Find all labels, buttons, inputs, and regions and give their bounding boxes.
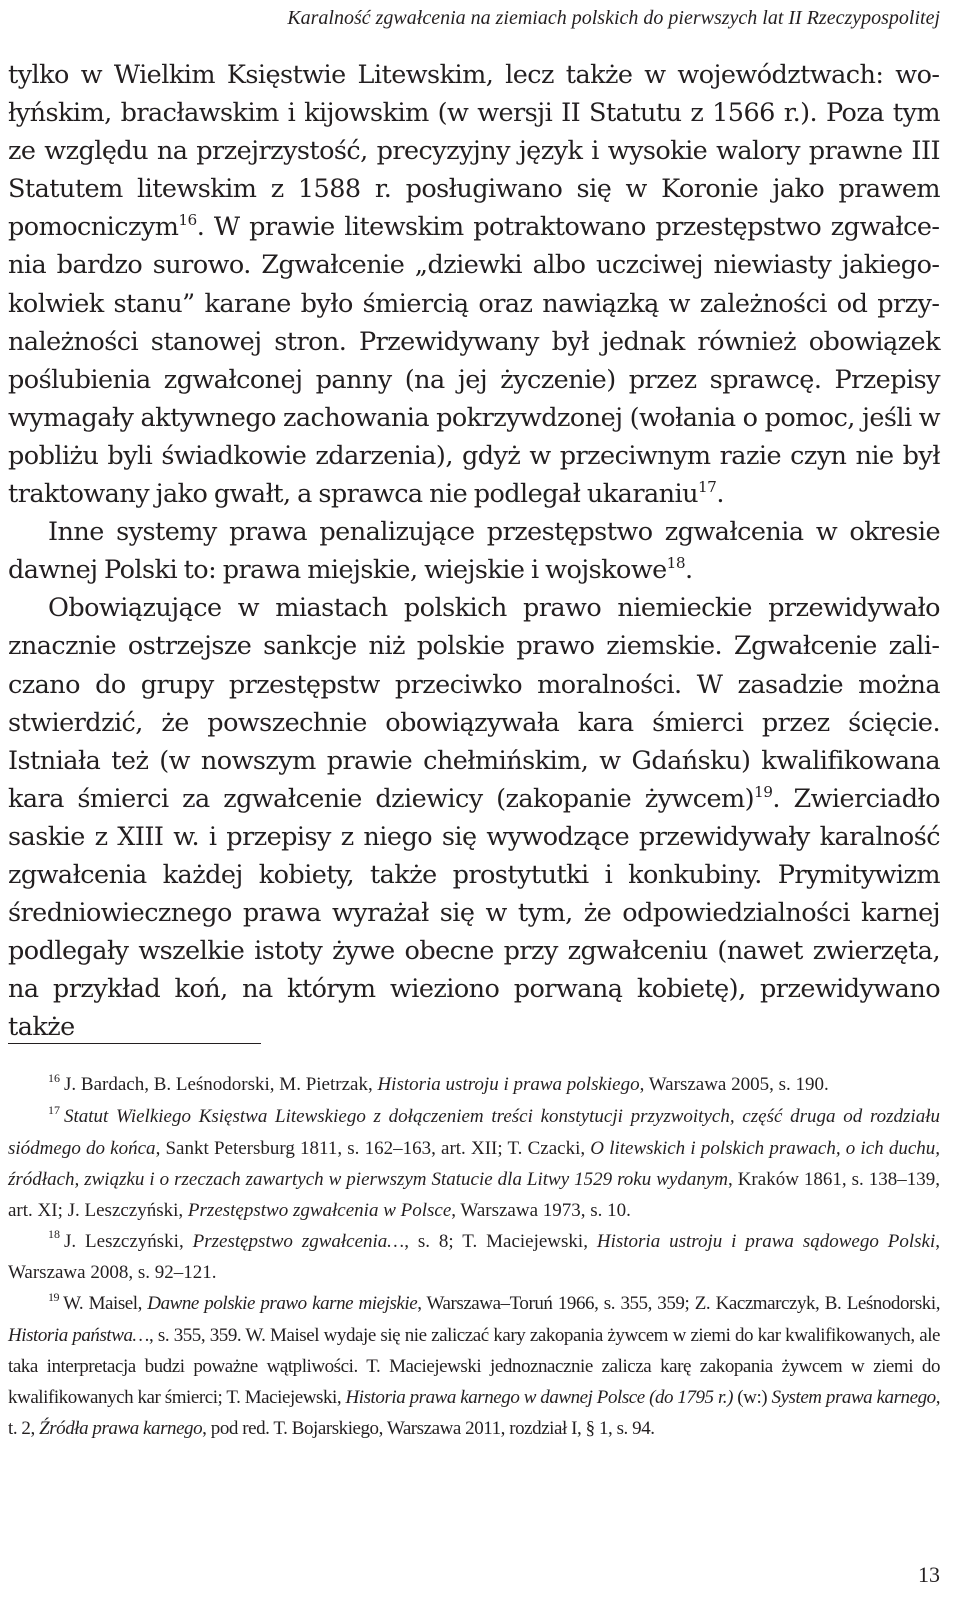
footnote-19-text-4: (w:) [732, 1387, 772, 1409]
running-head: Karalność zgwałcenia na ziemiach polskich do pierwszych lat II Rzeczypospolitej [287, 7, 940, 29]
footnote-19-text-2: , Warszawa–Toruń 1966, s. 355, 359; Z. Kaczmarczyk, B. Leśnodorski, [417, 1293, 940, 1315]
footnote-number-16: 16 [48, 1070, 60, 1085]
footnote-17-title-1: Statut Wielkiego Księstwa Litewskiego z dołączeniem treści konstytucji przyzwoitych, część druga od rozdziału siódmego do końca [8, 1105, 940, 1159]
footnote-17-title-2: O litewskich i polskich prawach, o ich duchu, źródłach, związku i o rzeczach zawartych w pierwszym Statucie dla Litwy 1529 roku wydanym [8, 1137, 940, 1190]
footnote-separator [8, 1043, 261, 1044]
paragraph-2-text-a: Inne systemy prawa penalizujące przestępstwo zgwałcenia w okresie dawnej Polski to: prawa miejskie, wiejskie i wojskowe [8, 517, 940, 586]
footnote-19-text-5: , t. 2, [8, 1387, 940, 1439]
footnote-17-text-1: , Sankt Petersburg 1811, s. 162–163, art. XII; T. Czacki, [155, 1137, 591, 1159]
footnote-ref-17[interactable]: 17 [697, 478, 717, 497]
footnote-ref-16[interactable]: 16 [178, 211, 197, 230]
footnote-number-17: 17 [48, 1102, 60, 1117]
footnote-19-title-3: Historia prawa karnego w dawnej Polsce (do 1795 r.) [345, 1387, 733, 1409]
footnote-16 [8, 1070, 940, 1102]
footnote-16-text: J. Bardach, B. Leśnodorski, M. Pietrzak, [64, 1074, 378, 1095]
footnote-18-text-1: J. Leszczyński, [64, 1230, 193, 1252]
paragraph-1 [8, 56, 940, 513]
footnote-ref-19[interactable]: 19 [754, 782, 773, 801]
footnote-number-18: 18 [48, 1227, 60, 1242]
paragraph-1-text-c: . [716, 479, 724, 510]
footnote-18-text-3: , Warszawa 2008, s. 92–121. [8, 1230, 940, 1284]
footnote-17-text-3: , Warszawa 1973, s. 10. [451, 1199, 631, 1221]
page-number: 13 [918, 1562, 940, 1587]
paragraph-3-text-b: . Zwierciadło saskie z XIII w. i przepisy z niego się wywodzące przewidywały karalność zgwałcenia każdej kobiety, także prostytutki i konkubiny. Prymitywizm średniowiecznego prawa wyrażał się w tym, że odpowiedzialności karnej podlegały wszelkie istoty żywe obecne przy zgwałceniu (nawet zwierzęta, na przykład koń, na którym wieziono porwaną kobietę), przewidywano także [8, 783, 940, 1043]
footnotes [8, 1070, 940, 1445]
paragraph-3-text-a: Obowiązujące w miastach polskich prawo niemieckie przewidywało znacznie ostrzejsze sankcje niż polskie prawo ziemskie. Zgwałcenie zaliczano do grupy przestępstw przeciwko moralności. W zasadzie można stwierdzić, że powszechnie obowiązywała kara śmierci przez ścięcie. Istniała też (w nowszym prawie chełmińskim, w Gdańsku) kwalifikowana kara śmierci za zgwałcenie dziewicy (zakopanie żywcem) [8, 593, 940, 814]
footnote-19-title-4: System prawa karnego [771, 1387, 936, 1409]
footnote-ref-18[interactable]: 18 [666, 554, 686, 573]
footnote-19-text-6: , pod red. T. Bojarskiego, Warszawa 2011, rozdział I, § 1, s. 94. [202, 1417, 655, 1439]
footnote-19-text-3: , s. 355, 359. W. Maisel wydaje się nie zaliczać kary zakopania żywcem w ziemi do kar kwalifikowanych, ale taka interpretacja budzi poważne wątpliwości. T. Maciejewski jednoznacznie zalicza karę zakopania żywcem w ziemi do kwalifikowanych kar śmierci; T. Maciejewski, [8, 1325, 941, 1409]
footnote-18 [8, 1227, 940, 1290]
footnote-19-text-1: W. Maisel, [63, 1293, 148, 1315]
footnote-17-title-3: Przestępstwo zgwałcenia w Polsce [187, 1199, 452, 1221]
footnote-16-title: Historia ustroju i prawa polskiego [377, 1074, 640, 1095]
main-text [8, 56, 940, 1046]
footnote-number-19: 19 [48, 1289, 60, 1304]
document-page [8, 0, 940, 1597]
paragraph-2 [8, 513, 940, 589]
footnote-19 [8, 1289, 940, 1445]
footnote-19-title-5: Źródła prawa karnego [39, 1417, 203, 1439]
paragraph-1-text-a: tylko w Wielkim Księstwie Litewskim, lecz także w województwach: wołyńskim, bracławskim i kijowskim (w wersji II Statutu z 1566 r.). Poza tym ze względu na przejrzystość, precyzyjny język i wysokie walory prawne III Statutem litewskim z 1588 r. posługiwano się w Koronie jako prawem pomocniczym [8, 60, 940, 243]
footnote-18-text-2: , s. 8; T. Maciejewski, [404, 1230, 597, 1252]
footnote-18-title-1: Przestępstwo zgwałcenia… [192, 1230, 405, 1252]
footnote-17 [8, 1102, 940, 1227]
footnote-17-text-2: , Kraków 1861, s. 138–139, art. XI; J. Leszczyński, [8, 1168, 940, 1221]
footnote-19-title-1: Dawne polskie prawo karne miejskie [147, 1293, 418, 1315]
footnote-19-title-2: Historia państwa… [8, 1325, 149, 1347]
paragraph-1-text-b: . W prawie litewskim potraktowano przestępstwo zgwałcenia bardzo surowo. Zgwałcenie „dziewki albo uczciwej niewiasty jakiegokolwiek stanu” karane było śmiercią oraz nawiązką w zależności od przynależności stanowej stron. Przewidywany był jednak również obowiązek poślubienia zgwałconej panny (na jej życzenie) przez sprawcę. Przepisy wymagały aktywnego zachowania pokrzywdzonej (wołania o pomoc, jeśli w pobliżu byli świadkowie zdarzenia), gdyż w przeciwnym razie czyn nie był traktowany jako gwałt, a sprawca nie podlegał ukaraniu [8, 212, 940, 510]
paragraph-3 [8, 589, 940, 1046]
footnote-18-title-2: Historia ustroju i prawa sądowego Polski [596, 1230, 936, 1252]
paragraph-2-text-b: . [685, 555, 693, 586]
footnote-16-text-end: , Warszawa 2005, s. 190. [639, 1074, 829, 1095]
